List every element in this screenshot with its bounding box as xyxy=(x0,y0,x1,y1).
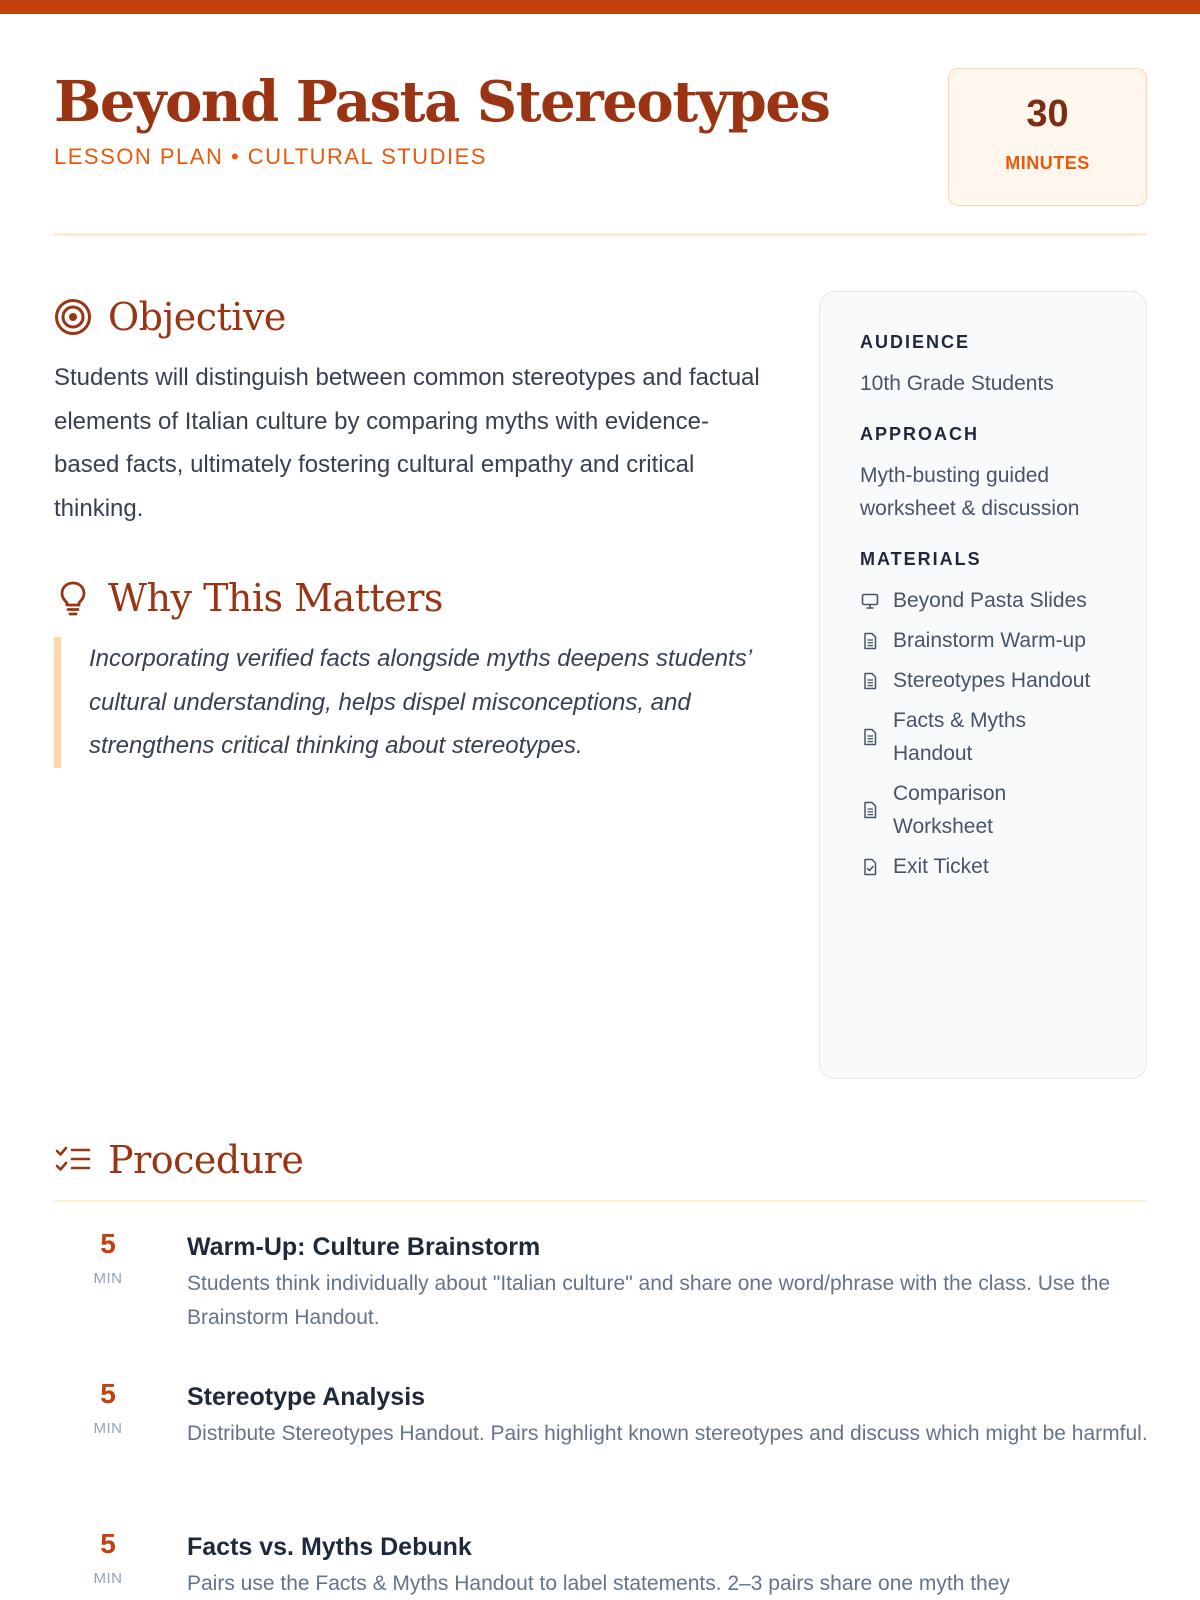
audience-block xyxy=(860,332,1146,400)
material-item[interactable] xyxy=(860,850,1146,883)
why-heading xyxy=(54,576,443,620)
material-label: Beyond Pasta Slides xyxy=(893,589,1087,612)
step-description: Distribute Stereotypes Handout. Pairs highlight known stereotypes and discuss which might be harmful. xyxy=(187,1422,1148,1445)
header-divider xyxy=(54,233,1147,236)
duration-unit: MINUTES xyxy=(1005,153,1090,173)
document-icon xyxy=(860,671,880,691)
objective-text: Students will distinguish between common stereotypes and factual elements of Italian culture by comparing myths with evidence-based facts, ultimately fostering cultural empathy and critical thinking. xyxy=(54,364,760,522)
page-title: Beyond Pasta Stereotypes xyxy=(54,69,830,135)
checklist-icon xyxy=(54,1141,92,1179)
document-check-icon xyxy=(860,857,880,877)
materials-block xyxy=(860,549,1146,883)
top-accent-bar xyxy=(0,0,1200,14)
why-title: Why This Matters xyxy=(108,576,443,620)
procedure-title: Procedure xyxy=(108,1138,304,1182)
document-icon xyxy=(860,631,880,651)
material-item[interactable] xyxy=(860,777,1146,843)
why-quote: Incorporating verified facts alongside myths deepens students’ cultural understanding, helps dispel misconceptions, and strengthens critical thinking about stereotypes. xyxy=(54,637,774,768)
step-unit: MIN xyxy=(93,1270,123,1287)
approach-block xyxy=(860,424,1146,525)
material-label: Comparison Worksheet xyxy=(893,782,1007,838)
step-body xyxy=(187,1232,1152,1335)
step-unit: MIN xyxy=(93,1570,123,1587)
materials-label: MATERIALS xyxy=(860,549,982,569)
procedure-heading xyxy=(54,1138,304,1182)
material-label: Stereotypes Handout xyxy=(893,669,1091,692)
step-body xyxy=(187,1532,1152,1600)
step-duration xyxy=(84,1530,132,1587)
target-icon xyxy=(54,298,92,336)
step-description: Pairs use the Facts & Myths Handout to label statements. 2–3 pairs share one myth they xyxy=(187,1572,1010,1595)
material-item[interactable] xyxy=(860,584,1146,617)
audience-label: AUDIENCE xyxy=(860,332,971,352)
presentation-icon xyxy=(860,591,880,611)
audience-value: 10th Grade Students xyxy=(860,372,1054,395)
step-body xyxy=(187,1382,1152,1451)
material-item[interactable] xyxy=(860,624,1146,657)
step-unit: MIN xyxy=(93,1420,123,1437)
approach-label: APPROACH xyxy=(860,424,980,444)
objective-heading xyxy=(54,295,286,339)
step-duration xyxy=(84,1230,132,1287)
step-minutes: 5 xyxy=(100,1228,116,1259)
duration-value: 30 xyxy=(1026,93,1069,135)
material-label: Exit Ticket xyxy=(893,855,989,878)
document-icon xyxy=(860,800,880,820)
material-label: Brainstorm Warm-up xyxy=(893,629,1086,652)
material-label: Facts & Myths Handout xyxy=(893,709,1027,765)
procedure-divider xyxy=(54,1200,1147,1202)
lightbulb-icon xyxy=(54,579,92,617)
step-description: Students think individually about "Italian culture" and share one word/phrase with the class. Use the Brainstorm Handout. xyxy=(187,1272,1111,1329)
step-minutes: 5 xyxy=(100,1528,116,1559)
step-duration xyxy=(84,1380,132,1437)
material-item[interactable] xyxy=(860,704,1146,770)
material-item[interactable] xyxy=(860,664,1146,697)
step-title: Facts vs. Myths Debunk xyxy=(187,1533,472,1561)
document-icon xyxy=(860,727,880,747)
lesson-details-card xyxy=(819,291,1147,1079)
step-title: Warm-Up: Culture Brainstorm xyxy=(187,1233,541,1261)
materials-list xyxy=(860,584,1146,883)
page-subtitle: LESSON PLAN • CULTURAL STUDIES xyxy=(54,144,487,169)
step-minutes: 5 xyxy=(100,1378,116,1409)
lesson-header xyxy=(54,66,1147,236)
step-title: Stereotype Analysis xyxy=(187,1383,426,1411)
approach-value: Myth-busting guided worksheet & discussion xyxy=(860,464,1080,520)
objective-title: Objective xyxy=(108,295,286,339)
duration-badge xyxy=(948,68,1147,206)
